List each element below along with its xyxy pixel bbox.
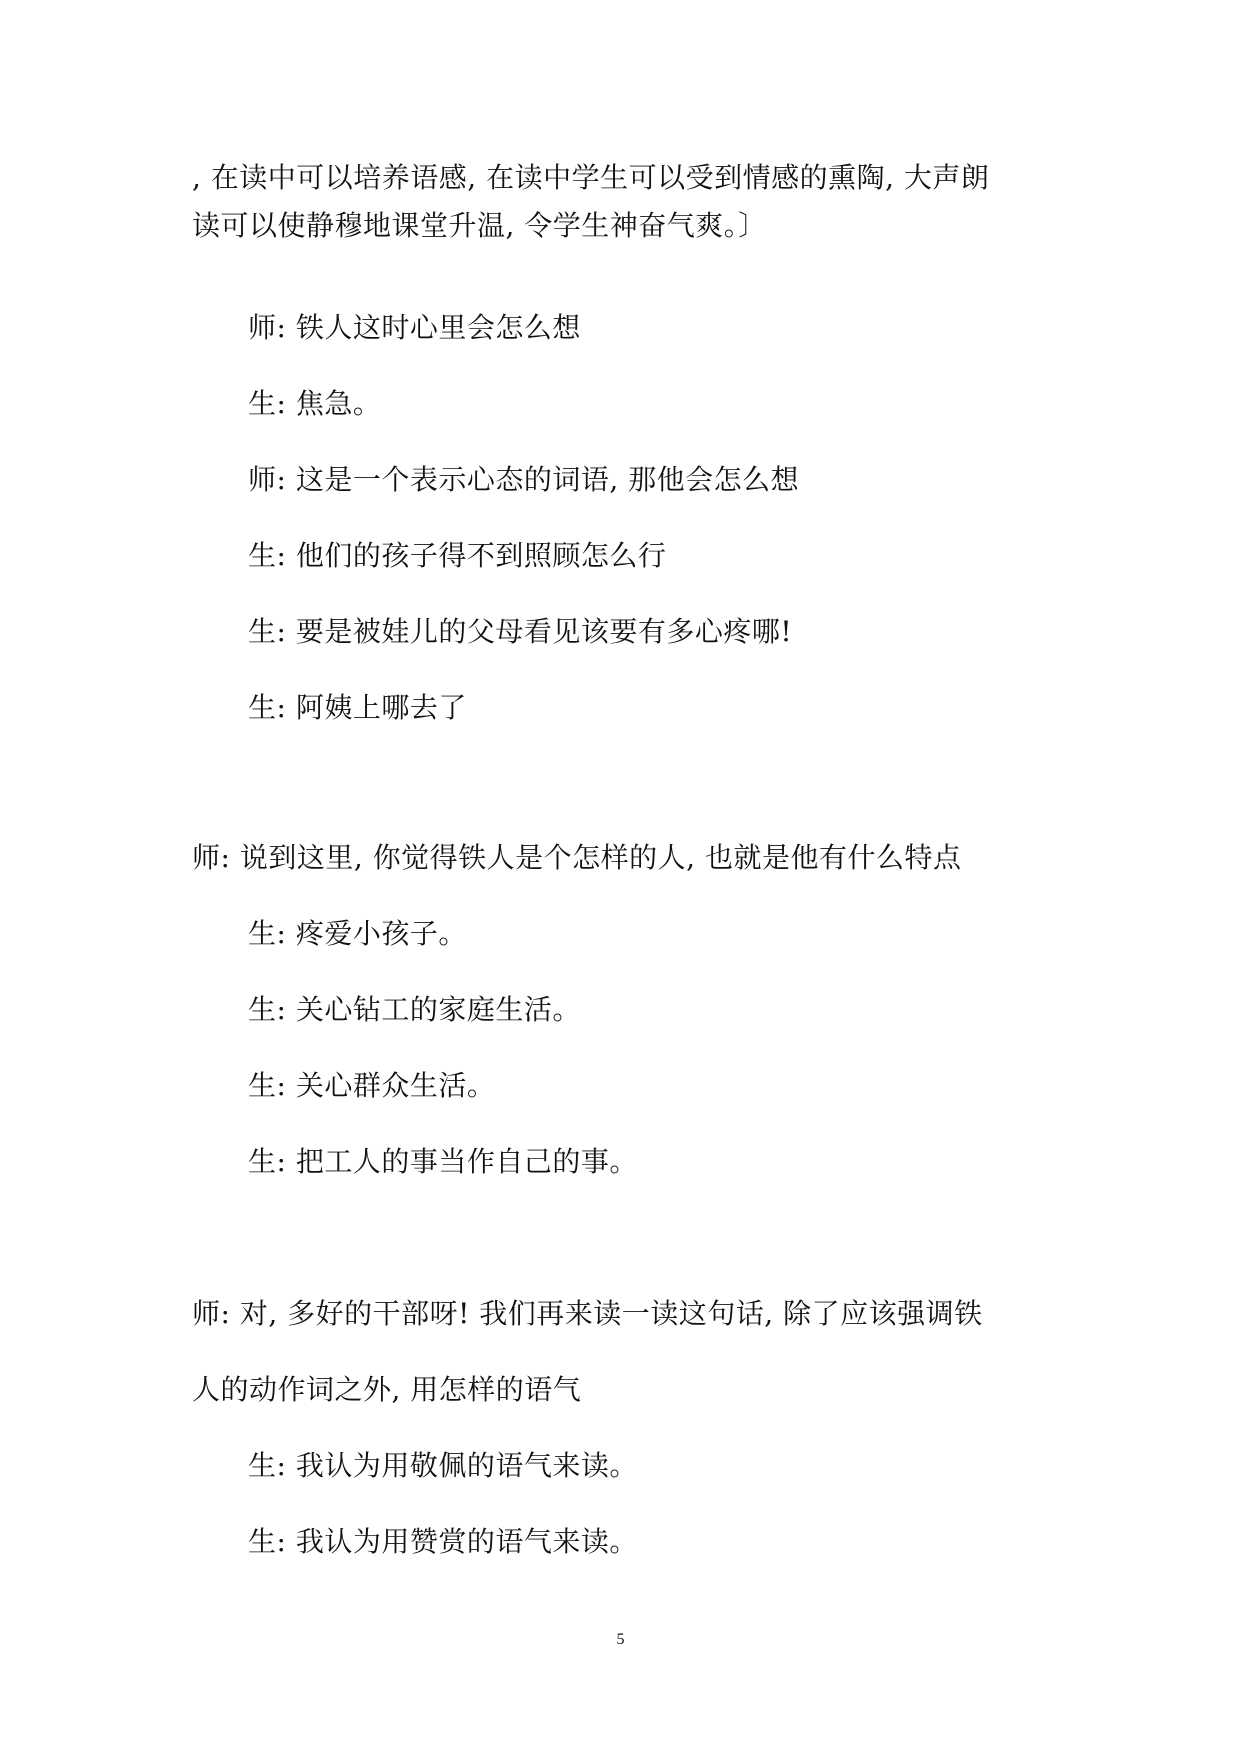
dialogue-line: 师: 对, 多好的干部呀! 我们再来读一读这句话, 除了应该强调铁	[192, 1297, 983, 1330]
paragraph-line: 读可以使静穆地课堂升温, 令学生神奋气爽。〕	[192, 209, 767, 242]
dialogue-line: 生: 关心群众生活。	[248, 1069, 496, 1102]
dialogue-line: 师: 说到这里, 你觉得铁人是个怎样的人, 也就是他有什么特点	[192, 841, 962, 874]
page-number: 5	[616, 1631, 625, 1648]
paragraph-line: , 在读中可以培养语感, 在读中学生可以受到情感的熏陶, 大声朗	[192, 161, 990, 194]
dialogue-line: 生: 要是被娃儿的父母看见该要有多心疼哪!	[248, 615, 793, 648]
dialogue-line: 师: 铁人这时心里会怎么想	[248, 311, 581, 344]
dialogue-line: 生: 阿姨上哪去了	[248, 691, 467, 724]
dialogue-line: 生: 焦急。	[248, 387, 382, 420]
dialogue-line: 生: 疼爱小孩子。	[248, 917, 467, 950]
dialogue-line: 师: 这是一个表示心态的词语, 那他会怎么想	[248, 463, 800, 496]
dialogue-line: 生: 他们的孩子得不到照顾怎么行	[248, 539, 667, 572]
dialogue-line: 生: 把工人的事当作自己的事。	[248, 1145, 638, 1178]
dialogue-line: 生: 我认为用敬佩的语气来读。	[248, 1449, 638, 1482]
dialogue-line: 生: 关心钻工的家庭生活。	[248, 993, 581, 1026]
paragraph-line: 人的动作词之外, 用怎样的语气	[192, 1373, 582, 1406]
dialogue-line: 生: 我认为用赞赏的语气来读。	[248, 1525, 638, 1558]
